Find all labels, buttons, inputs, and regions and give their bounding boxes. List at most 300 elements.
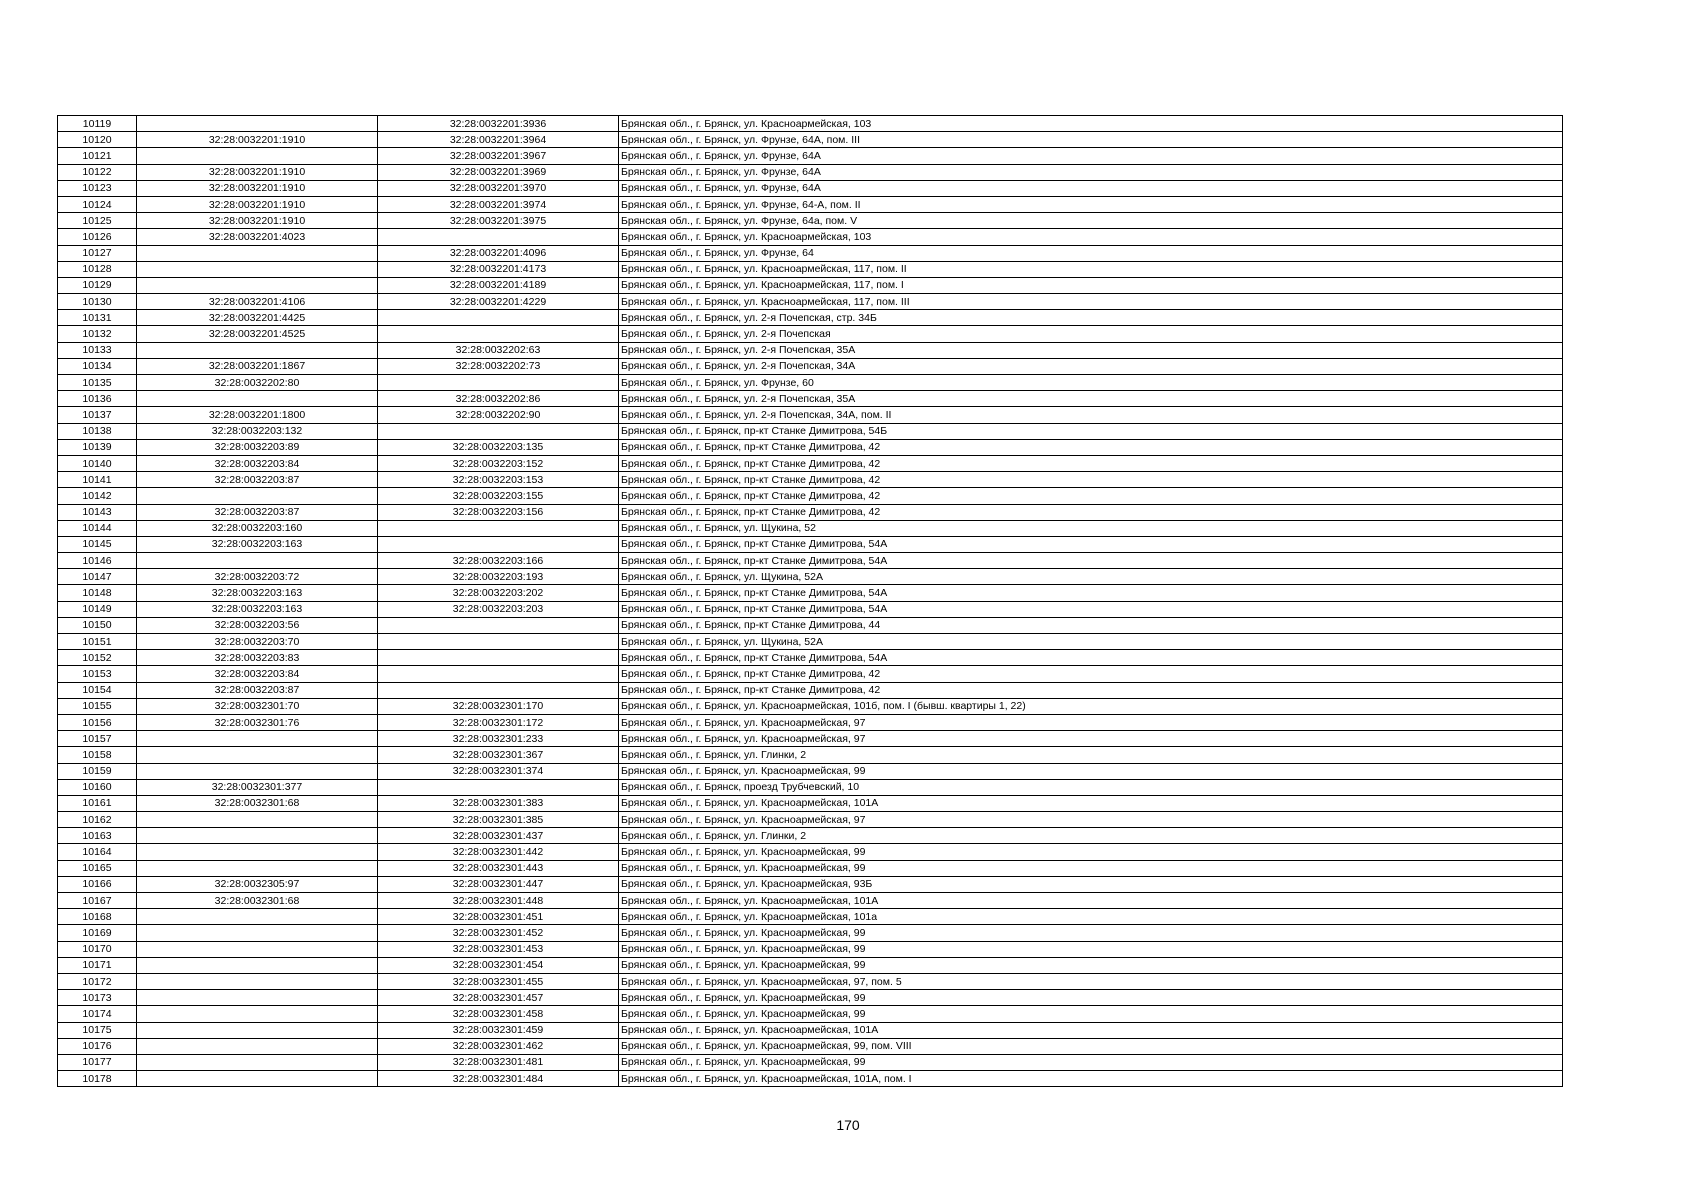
object-number-cell — [378, 682, 619, 698]
address-cell: Брянская обл., г. Брянск, ул. Щукина, 52А — [619, 569, 1563, 585]
table-row — [58, 504, 1563, 520]
row-number-cell: 10152 — [58, 650, 137, 666]
object-number-cell: 32:28:0032201:3964 — [378, 132, 619, 148]
table-row — [58, 844, 1563, 860]
table-row — [58, 909, 1563, 925]
object-number-cell: 32:28:0032301:448 — [378, 893, 619, 909]
row-number-cell: 10139 — [58, 439, 137, 455]
table-row — [58, 423, 1563, 439]
address-cell: Брянская обл., г. Брянск, ул. Красноармейская, 117, пом. III — [619, 294, 1563, 310]
table-row — [58, 310, 1563, 326]
object-number-cell: 32:28:0032201:4096 — [378, 245, 619, 261]
object-number-cell: 32:28:0032203:155 — [378, 488, 619, 504]
row-number-cell: 10124 — [58, 196, 137, 212]
parcel-number-cell — [137, 925, 378, 941]
object-number-cell: 32:28:0032301:452 — [378, 925, 619, 941]
address-cell: Брянская обл., г. Брянск, ул. Фрунзе, 64 — [619, 245, 1563, 261]
object-number-cell: 32:28:0032201:3970 — [378, 180, 619, 196]
object-number-cell: 32:28:0032301:481 — [378, 1054, 619, 1070]
parcel-number-cell — [137, 747, 378, 763]
address-cell: Брянская обл., г. Брянск, ул. Красноармейская, 99, пом. VIII — [619, 1038, 1563, 1054]
table-row — [58, 472, 1563, 488]
parcel-number-cell: 32:28:0032201:1867 — [137, 358, 378, 374]
row-number-cell: 10173 — [58, 990, 137, 1006]
object-number-cell: 32:28:0032301:172 — [378, 714, 619, 730]
row-number-cell: 10144 — [58, 520, 137, 536]
address-cell: Брянская обл., г. Брянск, ул. Красноармейская, 99 — [619, 957, 1563, 973]
address-cell: Брянская обл., г. Брянск, ул. Щукина, 52А — [619, 634, 1563, 650]
row-number-cell: 10168 — [58, 909, 137, 925]
address-cell: Брянская обл., г. Брянск, ул. Красноармейская, 101б, пом. I (бывш. квартиры 1, 22) — [619, 698, 1563, 714]
table-row — [58, 779, 1563, 795]
object-number-cell: 32:28:0032203:202 — [378, 585, 619, 601]
object-number-cell — [378, 779, 619, 795]
table-row — [58, 326, 1563, 342]
parcel-number-cell — [137, 116, 378, 132]
table-row — [58, 747, 1563, 763]
row-number-cell: 10151 — [58, 634, 137, 650]
object-number-cell: 32:28:0032201:4173 — [378, 261, 619, 277]
table-row — [58, 990, 1563, 1006]
table-row — [58, 569, 1563, 585]
object-number-cell: 32:28:0032301:367 — [378, 747, 619, 763]
table-row — [58, 893, 1563, 909]
row-number-cell: 10161 — [58, 795, 137, 811]
address-cell: Брянская обл., г. Брянск, ул. 2-я Почепская — [619, 326, 1563, 342]
table-row — [58, 1054, 1563, 1070]
table-row — [58, 1038, 1563, 1054]
table-row — [58, 714, 1563, 730]
object-number-cell — [378, 229, 619, 245]
row-number-cell: 10153 — [58, 666, 137, 682]
row-number-cell: 10178 — [58, 1071, 137, 1087]
table-row — [58, 617, 1563, 633]
row-number-cell: 10135 — [58, 375, 137, 391]
object-number-cell: 32:28:0032301:455 — [378, 973, 619, 989]
row-number-cell: 10171 — [58, 957, 137, 973]
parcel-number-cell — [137, 1054, 378, 1070]
row-number-cell: 10119 — [58, 116, 137, 132]
object-number-cell: 32:28:0032201:3974 — [378, 196, 619, 212]
object-number-cell: 32:28:0032203:152 — [378, 455, 619, 471]
row-number-cell: 10137 — [58, 407, 137, 423]
table-row — [58, 973, 1563, 989]
object-number-cell: 32:28:0032202:73 — [378, 358, 619, 374]
row-number-cell: 10120 — [58, 132, 137, 148]
table-row — [58, 957, 1563, 973]
parcel-number-cell: 32:28:0032201:1910 — [137, 132, 378, 148]
address-cell: Брянская обл., г. Брянск, ул. Красноармейская, 97, пом. 5 — [619, 973, 1563, 989]
object-number-cell: 32:28:0032201:3975 — [378, 213, 619, 229]
object-number-cell: 32:28:0032201:4189 — [378, 277, 619, 293]
parcel-number-cell — [137, 1071, 378, 1087]
parcel-number-cell — [137, 957, 378, 973]
table-row — [58, 553, 1563, 569]
address-cell: Брянская обл., г. Брянск, ул. Красноармейская, 99 — [619, 941, 1563, 957]
table-row — [58, 650, 1563, 666]
parcel-number-cell: 32:28:0032201:4023 — [137, 229, 378, 245]
address-cell: Брянская обл., г. Брянск, ул. Красноармейская, 99 — [619, 1054, 1563, 1070]
address-cell: Брянская обл., г. Брянск, проезд Трубчевский, 10 — [619, 779, 1563, 795]
row-number-cell: 10146 — [58, 553, 137, 569]
parcel-number-cell: 32:28:0032203:132 — [137, 423, 378, 439]
object-number-cell: 32:28:0032201:3969 — [378, 164, 619, 180]
address-cell: Брянская обл., г. Брянск, пр-кт Станке Димитрова, 44 — [619, 617, 1563, 633]
address-cell: Брянская обл., г. Брянск, пр-кт Станке Димитрова, 42 — [619, 504, 1563, 520]
parcel-number-cell: 32:28:0032202:80 — [137, 375, 378, 391]
parcel-number-cell — [137, 909, 378, 925]
parcel-number-cell: 32:28:0032201:4425 — [137, 310, 378, 326]
row-number-cell: 10164 — [58, 844, 137, 860]
address-cell: Брянская обл., г. Брянск, пр-кт Станке Димитрова, 54Б — [619, 423, 1563, 439]
row-number-cell: 10126 — [58, 229, 137, 245]
object-number-cell — [378, 617, 619, 633]
row-number-cell: 10149 — [58, 601, 137, 617]
object-number-cell: 32:28:0032301:442 — [378, 844, 619, 860]
row-number-cell: 10177 — [58, 1054, 137, 1070]
object-number-cell — [378, 536, 619, 552]
parcel-number-cell — [137, 342, 378, 358]
parcel-number-cell: 32:28:0032203:87 — [137, 504, 378, 520]
table-row — [58, 180, 1563, 196]
row-number-cell: 10143 — [58, 504, 137, 520]
parcel-number-cell: 32:28:0032203:89 — [137, 439, 378, 455]
row-number-cell: 10121 — [58, 148, 137, 164]
parcel-number-cell — [137, 828, 378, 844]
row-number-cell: 10158 — [58, 747, 137, 763]
parcel-number-cell — [137, 973, 378, 989]
address-cell: Брянская обл., г. Брянск, ул. Глинки, 2 — [619, 828, 1563, 844]
parcel-number-cell: 32:28:0032203:84 — [137, 455, 378, 471]
table-row — [58, 488, 1563, 504]
parcel-number-cell — [137, 277, 378, 293]
table-row — [58, 828, 1563, 844]
row-number-cell: 10141 — [58, 472, 137, 488]
address-cell: Брянская обл., г. Брянск, ул. Красноармейская, 97 — [619, 731, 1563, 747]
object-number-cell — [378, 375, 619, 391]
row-number-cell: 10136 — [58, 391, 137, 407]
row-number-cell: 10148 — [58, 585, 137, 601]
parcel-number-cell — [137, 941, 378, 957]
row-number-cell: 10130 — [58, 294, 137, 310]
parcel-number-cell: 32:28:0032201:1910 — [137, 180, 378, 196]
address-cell: Брянская обл., г. Брянск, ул. Красноармейская, 101А — [619, 795, 1563, 811]
object-number-cell: 32:28:0032201:4229 — [378, 294, 619, 310]
parcel-number-cell — [137, 1022, 378, 1038]
object-number-cell: 32:28:0032203:135 — [378, 439, 619, 455]
object-number-cell: 32:28:0032301:454 — [378, 957, 619, 973]
parcel-number-cell: 32:28:0032201:1910 — [137, 196, 378, 212]
object-number-cell: 32:28:0032301:459 — [378, 1022, 619, 1038]
parcel-number-cell — [137, 990, 378, 1006]
parcel-number-cell: 32:28:0032203:72 — [137, 569, 378, 585]
row-number-cell: 10145 — [58, 536, 137, 552]
object-number-cell — [378, 666, 619, 682]
registry-table — [57, 115, 1563, 1087]
parcel-number-cell — [137, 1038, 378, 1054]
object-number-cell: 32:28:0032201:3967 — [378, 148, 619, 164]
address-cell: Брянская обл., г. Брянск, пр-кт Станке Димитрова, 42 — [619, 455, 1563, 471]
object-number-cell: 32:28:0032203:166 — [378, 553, 619, 569]
parcel-number-cell: 32:28:0032203:163 — [137, 536, 378, 552]
table-row — [58, 795, 1563, 811]
address-cell: Брянская обл., г. Брянск, ул. Фрунзе, 64-А, пом. II — [619, 196, 1563, 212]
table-row — [58, 196, 1563, 212]
parcel-number-cell: 32:28:0032301:68 — [137, 795, 378, 811]
parcel-number-cell — [137, 245, 378, 261]
table-row — [58, 213, 1563, 229]
parcel-number-cell: 32:28:0032203:84 — [137, 666, 378, 682]
object-number-cell: 32:28:0032202:63 — [378, 342, 619, 358]
address-cell: Брянская обл., г. Брянск, пр-кт Станке Димитрова, 42 — [619, 682, 1563, 698]
address-cell: Брянская обл., г. Брянск, ул. Красноармейская, 93Б — [619, 876, 1563, 892]
parcel-number-cell — [137, 553, 378, 569]
address-cell: Брянская обл., г. Брянск, пр-кт Станке Димитрова, 42 — [619, 439, 1563, 455]
object-number-cell: 32:28:0032301:451 — [378, 909, 619, 925]
table-row — [58, 116, 1563, 132]
object-number-cell: 32:28:0032301:453 — [378, 941, 619, 957]
address-cell: Брянская обл., г. Брянск, ул. Красноармейская, 117, пом. II — [619, 261, 1563, 277]
parcel-number-cell: 32:28:0032203:163 — [137, 601, 378, 617]
parcel-number-cell — [137, 763, 378, 779]
object-number-cell: 32:28:0032301:443 — [378, 860, 619, 876]
parcel-number-cell: 32:28:0032201:1800 — [137, 407, 378, 423]
table-row — [58, 407, 1563, 423]
parcel-number-cell: 32:28:0032301:70 — [137, 698, 378, 714]
object-number-cell: 32:28:0032203:156 — [378, 504, 619, 520]
address-cell: Брянская обл., г. Брянск, ул. Красноармейская, 101а — [619, 909, 1563, 925]
parcel-number-cell: 32:28:0032305:97 — [137, 876, 378, 892]
address-cell: Брянская обл., г. Брянск, пр-кт Станке Димитрова, 42 — [619, 666, 1563, 682]
row-number-cell: 10131 — [58, 310, 137, 326]
table-row — [58, 1006, 1563, 1022]
table-row — [58, 229, 1563, 245]
row-number-cell: 10127 — [58, 245, 137, 261]
address-cell: Брянская обл., г. Брянск, пр-кт Станке Димитрова, 42 — [619, 472, 1563, 488]
object-number-cell: 32:28:0032202:90 — [378, 407, 619, 423]
table-row — [58, 1022, 1563, 1038]
address-cell: Брянская обл., г. Брянск, ул. Красноармейская, 101А, пом. I — [619, 1071, 1563, 1087]
row-number-cell: 10172 — [58, 973, 137, 989]
address-cell: Брянская обл., г. Брянск, ул. Красноармейская, 99 — [619, 860, 1563, 876]
table-row — [58, 763, 1563, 779]
address-cell: Брянская обл., г. Брянск, ул. Красноармейская, 101А — [619, 893, 1563, 909]
object-number-cell: 32:28:0032301:484 — [378, 1071, 619, 1087]
address-cell: Брянская обл., г. Брянск, ул. 2-я Почепская, 35А — [619, 342, 1563, 358]
address-cell: Брянская обл., г. Брянск, пр-кт Станке Димитрова, 54А — [619, 585, 1563, 601]
parcel-number-cell: 32:28:0032201:1910 — [137, 164, 378, 180]
object-number-cell: 32:28:0032301:383 — [378, 795, 619, 811]
table-row — [58, 455, 1563, 471]
table-row — [58, 277, 1563, 293]
object-number-cell: 32:28:0032203:153 — [378, 472, 619, 488]
address-cell: Брянская обл., г. Брянск, ул. Красноармейская, 103 — [619, 229, 1563, 245]
parcel-number-cell: 32:28:0032203:83 — [137, 650, 378, 666]
row-number-cell: 10125 — [58, 213, 137, 229]
address-cell: Брянская обл., г. Брянск, ул. Фрунзе, 64А — [619, 164, 1563, 180]
row-number-cell: 10170 — [58, 941, 137, 957]
row-number-cell: 10150 — [58, 617, 137, 633]
object-number-cell: 32:28:0032301:233 — [378, 731, 619, 747]
row-number-cell: 10160 — [58, 779, 137, 795]
row-number-cell: 10154 — [58, 682, 137, 698]
parcel-number-cell — [137, 148, 378, 164]
row-number-cell: 10122 — [58, 164, 137, 180]
parcel-number-cell — [137, 488, 378, 504]
table-row — [58, 876, 1563, 892]
table-row — [58, 439, 1563, 455]
row-number-cell: 10132 — [58, 326, 137, 342]
parcel-number-cell: 32:28:0032201:4106 — [137, 294, 378, 310]
address-cell: Брянская обл., г. Брянск, ул. Фрунзе, 64А — [619, 148, 1563, 164]
table-row — [58, 860, 1563, 876]
address-cell: Брянская обл., г. Брянск, ул. 2-я Почепская, 35А — [619, 391, 1563, 407]
row-number-cell: 10128 — [58, 261, 137, 277]
row-number-cell: 10159 — [58, 763, 137, 779]
row-number-cell: 10176 — [58, 1038, 137, 1054]
row-number-cell: 10155 — [58, 698, 137, 714]
address-cell: Брянская обл., г. Брянск, ул. Красноармейская, 99 — [619, 990, 1563, 1006]
object-number-cell: 32:28:0032202:86 — [378, 391, 619, 407]
address-cell: Брянская обл., г. Брянск, ул. Фрунзе, 60 — [619, 375, 1563, 391]
table-row — [58, 536, 1563, 552]
table-row — [58, 1071, 1563, 1087]
address-cell: Брянская обл., г. Брянск, ул. Фрунзе, 64а, пом. V — [619, 213, 1563, 229]
row-number-cell: 10156 — [58, 714, 137, 730]
object-number-cell: 32:28:0032301:458 — [378, 1006, 619, 1022]
object-number-cell — [378, 310, 619, 326]
table-row — [58, 375, 1563, 391]
object-number-cell — [378, 520, 619, 536]
parcel-number-cell — [137, 860, 378, 876]
table-row — [58, 941, 1563, 957]
parcel-number-cell: 32:28:0032301:68 — [137, 893, 378, 909]
row-number-cell: 10166 — [58, 876, 137, 892]
row-number-cell: 10157 — [58, 731, 137, 747]
table-row — [58, 520, 1563, 536]
address-cell: Брянская обл., г. Брянск, пр-кт Станке Димитрова, 54А — [619, 601, 1563, 617]
row-number-cell: 10175 — [58, 1022, 137, 1038]
page-number: 170 — [836, 1117, 860, 1133]
object-number-cell: 32:28:0032301:437 — [378, 828, 619, 844]
table-row — [58, 925, 1563, 941]
parcel-number-cell: 32:28:0032203:87 — [137, 472, 378, 488]
address-cell: Брянская обл., г. Брянск, ул. Красноармейская, 101А — [619, 1022, 1563, 1038]
table-row — [58, 148, 1563, 164]
row-number-cell: 10147 — [58, 569, 137, 585]
table-row — [58, 245, 1563, 261]
row-number-cell: 10163 — [58, 828, 137, 844]
address-cell: Брянская обл., г. Брянск, пр-кт Станке Димитрова, 42 — [619, 488, 1563, 504]
table-row — [58, 391, 1563, 407]
parcel-number-cell: 32:28:0032203:163 — [137, 585, 378, 601]
object-number-cell: 32:28:0032301:374 — [378, 763, 619, 779]
object-number-cell: 32:28:0032301:462 — [378, 1038, 619, 1054]
object-number-cell — [378, 423, 619, 439]
object-number-cell: 32:28:0032301:457 — [378, 990, 619, 1006]
row-number-cell: 10174 — [58, 1006, 137, 1022]
address-cell: Брянская обл., г. Брянск, пр-кт Станке Димитрова, 54А — [619, 650, 1563, 666]
table-row — [58, 698, 1563, 714]
table-row — [58, 164, 1563, 180]
row-number-cell: 10165 — [58, 860, 137, 876]
table-row — [58, 666, 1563, 682]
table-row — [58, 132, 1563, 148]
address-cell: Брянская обл., г. Брянск, ул. Красноармейская, 97 — [619, 714, 1563, 730]
parcel-number-cell: 32:28:0032301:76 — [137, 714, 378, 730]
object-number-cell — [378, 650, 619, 666]
address-cell: Брянская обл., г. Брянск, пр-кт Станке Димитрова, 54А — [619, 553, 1563, 569]
parcel-number-cell: 32:28:0032201:4525 — [137, 326, 378, 342]
address-cell: Брянская обл., г. Брянск, ул. Фрунзе, 64А — [619, 180, 1563, 196]
parcel-number-cell: 32:28:0032203:160 — [137, 520, 378, 536]
object-number-cell: 32:28:0032301:170 — [378, 698, 619, 714]
table-row — [58, 585, 1563, 601]
address-cell: Брянская обл., г. Брянск, пр-кт Станке Димитрова, 54А — [619, 536, 1563, 552]
row-number-cell: 10138 — [58, 423, 137, 439]
row-number-cell: 10142 — [58, 488, 137, 504]
row-number-cell: 10140 — [58, 455, 137, 471]
address-cell: Брянская обл., г. Брянск, ул. Фрунзе, 64А, пом. III — [619, 132, 1563, 148]
table-row — [58, 812, 1563, 828]
row-number-cell: 10162 — [58, 812, 137, 828]
address-cell: Брянская обл., г. Брянск, ул. Красноармейская, 99 — [619, 844, 1563, 860]
table-row — [58, 601, 1563, 617]
row-number-cell: 10167 — [58, 893, 137, 909]
parcel-number-cell — [137, 812, 378, 828]
address-cell: Брянская обл., г. Брянск, ул. Красноармейская, 99 — [619, 925, 1563, 941]
address-cell: Брянская обл., г. Брянск, ул. Красноармейская, 103 — [619, 116, 1563, 132]
object-number-cell — [378, 634, 619, 650]
address-cell: Брянская обл., г. Брянск, ул. 2-я Почепская, 34А, пом. II — [619, 407, 1563, 423]
row-number-cell: 10129 — [58, 277, 137, 293]
row-number-cell: 10123 — [58, 180, 137, 196]
address-cell: Брянская обл., г. Брянск, ул. Глинки, 2 — [619, 747, 1563, 763]
parcel-number-cell — [137, 844, 378, 860]
parcel-number-cell: 32:28:0032203:70 — [137, 634, 378, 650]
address-cell: Брянская обл., г. Брянск, ул. Красноармейская, 99 — [619, 763, 1563, 779]
object-number-cell: 32:28:0032203:193 — [378, 569, 619, 585]
table-row — [58, 731, 1563, 747]
object-number-cell: 32:28:0032203:203 — [378, 601, 619, 617]
table-row — [58, 294, 1563, 310]
object-number-cell — [378, 326, 619, 342]
address-cell: Брянская обл., г. Брянск, ул. 2-я Почепская, стр. 34Б — [619, 310, 1563, 326]
table-row — [58, 261, 1563, 277]
object-number-cell: 32:28:0032201:3936 — [378, 116, 619, 132]
parcel-number-cell: 32:28:0032203:56 — [137, 617, 378, 633]
object-number-cell: 32:28:0032301:385 — [378, 812, 619, 828]
parcel-number-cell — [137, 261, 378, 277]
row-number-cell: 10169 — [58, 925, 137, 941]
address-cell: Брянская обл., г. Брянск, ул. Красноармейская, 99 — [619, 1006, 1563, 1022]
table-row — [58, 358, 1563, 374]
parcel-number-cell: 32:28:0032201:1910 — [137, 213, 378, 229]
table-row — [58, 682, 1563, 698]
address-cell: Брянская обл., г. Брянск, ул. Красноармейская, 97 — [619, 812, 1563, 828]
address-cell: Брянская обл., г. Брянск, ул. 2-я Почепская, 34А — [619, 358, 1563, 374]
parcel-number-cell: 32:28:0032301:377 — [137, 779, 378, 795]
parcel-number-cell — [137, 391, 378, 407]
parcel-number-cell — [137, 731, 378, 747]
row-number-cell: 10134 — [58, 358, 137, 374]
object-number-cell: 32:28:0032301:447 — [378, 876, 619, 892]
parcel-number-cell: 32:28:0032203:87 — [137, 682, 378, 698]
row-number-cell: 10133 — [58, 342, 137, 358]
address-cell: Брянская обл., г. Брянск, ул. Красноармейская, 117, пом. I — [619, 277, 1563, 293]
table-row — [58, 342, 1563, 358]
parcel-number-cell — [137, 1006, 378, 1022]
